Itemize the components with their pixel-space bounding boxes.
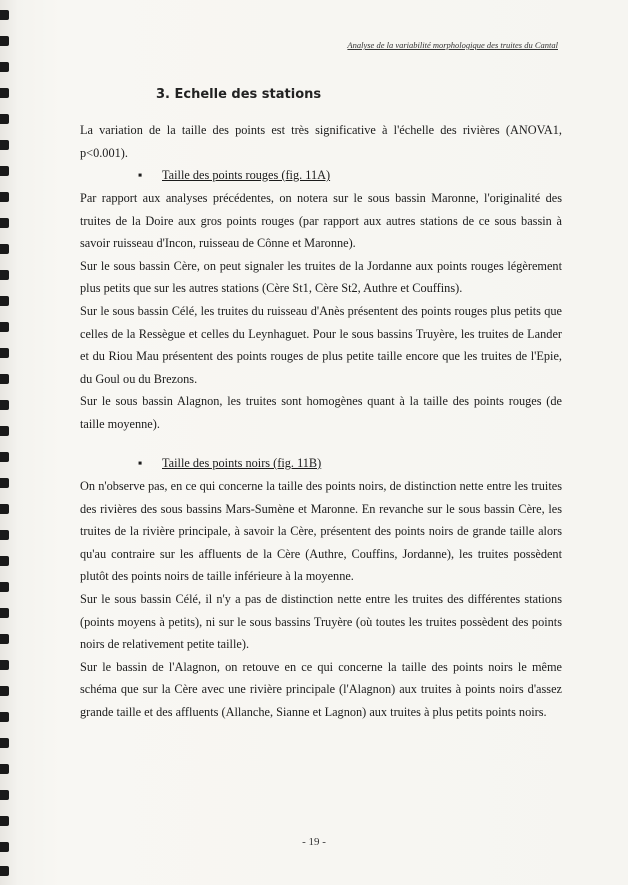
red-paragraph-2: Sur le sous bassin Cère, on peut signaler les truites de la Jordanne aux points rouges légèrement plus petits que sur les autres stations (Cère St1, Cère St2, Authre et Couffins).: [80, 258, 562, 296]
page-number: - 19 -: [302, 836, 326, 848]
black-paragraph-2: Sur le sous bassin Célé, il n'y a pas de distinction nette entre les truites des différentes stations (points moyens à petits), ni sur le sous bassins Truyère (où toutes les truites possèdent des points noirs de relativement petite taille).: [80, 591, 562, 652]
bullet-black-label: Taille des points noirs (fig. 11B): [162, 456, 322, 470]
bullet-red-label: Taille des points rouges (fig. 11A): [162, 168, 331, 182]
red-paragraph-1: Par rapport aux analyses précédentes, on notera sur le sous bassin Maronne, l'originalité des truites de la Doire aux gros points rouges (par rapport aux autres stations de ce sous bassin à savoir ruisseau d'Incon, ruisseau de Cônne et Maronne).: [80, 191, 562, 251]
black-paragraph-1: On n'observe pas, en ce qui concerne la taille des points noirs, de distinction nette entre les truites des rivières des sous bassins Mars-Sumène et Maronne. En revanche sur le sous bassin Cère, les truites de la rivière principale, à savoir la Cère, présentent des points noirs de grande taille alors qu'au contraire sur les affluents de la Cère (Authre, Couffins, Jordanne), les truites possèdent plutôt des points noirs de taille inférieure à la moyenne.: [80, 479, 562, 584]
red-paragraph-4: Sur le sous bassin Alagnon, les truites sont homogènes quant à la taille des points rouges (de taille moyenne).: [80, 394, 562, 431]
black-paragraph-3: Sur le bassin de l'Alagnon, on retouve en ce qui concerne la taille des points noirs le même schéma que sur la Cère avec une rivière principale (l'Alagnon) aux truites à points noirs d'assez grande taille et des affluents (Allanche, Sianne et Lagnon) aux truites à plus petits points noirs.: [80, 659, 562, 719]
red-paragraph-3: Sur le sous bassin Célé, les truites du ruisseau d'Anès présentent des points rouges plus petits que celles de la Ressègue et celles du Leynhaguet. Pour le sous bassins Truyère, les truites de Lander et du Riou Mau présentent des points rouges de plus petite taille encore que les truites de l'Epie, du Goul ou du Brezons.: [80, 303, 562, 386]
bullet-red-heading: [138, 164, 330, 187]
bullet-square-icon: ▪: [138, 456, 143, 470]
intro-text: La variation de la taille des points est très significative à l'échelle des rivières (ANOVA1, p<0.001).: [80, 123, 562, 160]
intro-paragraph: [80, 119, 562, 164]
black-points-section: [80, 475, 562, 724]
section-title: 3. Echelle des stations: [156, 87, 322, 102]
bullet-black-heading: [138, 452, 321, 475]
red-points-section: [80, 187, 562, 436]
running-head: Analyse de la variabilité morphologique des truites du Cantal: [347, 40, 558, 50]
bullet-square-icon: ▪: [138, 168, 143, 182]
spiral-binding: [0, 0, 10, 885]
